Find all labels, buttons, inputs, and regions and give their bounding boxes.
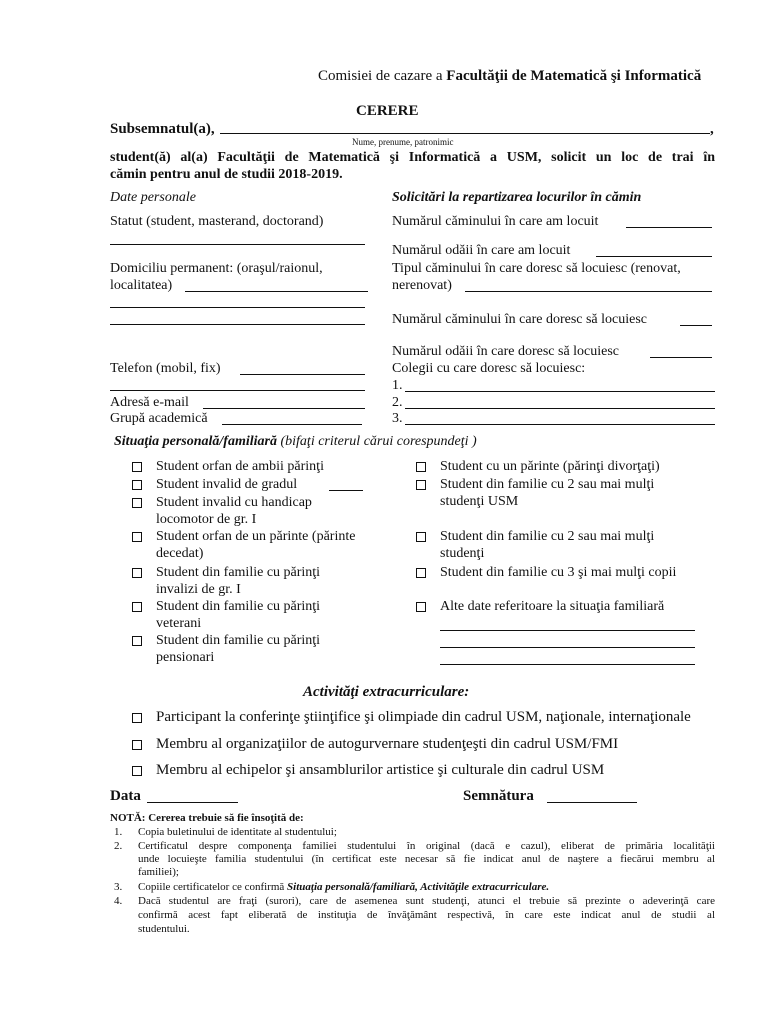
- name-field[interactable]: [220, 133, 710, 134]
- domicile-label-2: localitatea): [110, 278, 173, 293]
- note-3-text: Copiile certificatelor ce confirmă: [138, 881, 288, 893]
- dorm-want-label: Numărul căminului în care doresc să locuiesc: [392, 312, 648, 327]
- undersigned-label: Subsemnatul(a),: [110, 121, 215, 137]
- dorm-type-field[interactable]: [465, 291, 712, 292]
- colleague-field-3[interactable]: [405, 424, 715, 425]
- invalid-degree-field[interactable]: [329, 490, 363, 491]
- situation-right-2-text-1: Student din familie cu 2 sau mai mulţi: [440, 529, 655, 544]
- room-lived-field[interactable]: [596, 256, 712, 257]
- comma: ,: [710, 121, 714, 137]
- note-2-line-1: Certificatul despre componenţa familiei studentului în original (dacă e cazul), eliberat de primăria localităţii: [138, 840, 715, 852]
- dorm-lived-label: Numărul căminului în care am locuit: [392, 214, 599, 229]
- document-title: CERERE: [356, 103, 419, 119]
- situation-heading: Situaţia personală/familiară: [114, 434, 277, 449]
- other-situation-field-1[interactable]: [440, 630, 695, 631]
- situation-left-2-text-1: Student invalid cu handicap: [156, 495, 312, 510]
- phone-field[interactable]: [240, 374, 365, 375]
- dorm-type-label-1: Tipul căminului în care doresc să locuiesc (renovat,: [392, 261, 681, 276]
- situation-left-5-text-1: Student din familie cu părinţi: [156, 599, 321, 614]
- dorm-want-field[interactable]: [680, 325, 712, 326]
- request-line-2: cămin pentru anul de studii 2018-2019.: [110, 167, 343, 182]
- other-situation-field-3[interactable]: [440, 664, 695, 665]
- situation-left-4-text-1: Student din familie cu părinţi: [156, 565, 321, 580]
- situation-right-2-text-2: studenţi: [440, 546, 485, 561]
- colleague-number-3: 3.: [392, 411, 403, 426]
- note-heading: NOTĂ: Cererea trebuie să fie însoţită de:: [110, 812, 304, 824]
- situation-right-3-text: Student din familie cu 3 şi mai mulţi copii: [440, 565, 677, 580]
- signature-label: Semnătura: [463, 788, 534, 804]
- note-3-emphasis: Situaţia personală/familiară, Activităţile extracurriculare.: [287, 881, 550, 893]
- note-1-line-1: Copia buletinului de identitate al studentului;: [138, 826, 337, 838]
- group-label: Grupă academică: [110, 411, 208, 426]
- checkbox[interactable]: [132, 498, 142, 508]
- checkbox[interactable]: [132, 740, 142, 750]
- domicile-field-3[interactable]: [110, 324, 365, 325]
- commission-header: [318, 68, 701, 85]
- situation-left-0-text: Student orfan de ambii părinţi: [156, 459, 324, 474]
- situation-left-3-text-1: Student orfan de un părinte (părinte: [156, 529, 356, 544]
- dorm-type-label-2: nerenovat): [392, 278, 452, 293]
- note-number-1: 1.: [114, 826, 123, 838]
- situation-right-4-text: Alte date referitoare la situaţia familiară: [440, 599, 665, 614]
- checkbox[interactable]: [132, 532, 142, 542]
- extracurricular-heading: Activităţi extracurriculare:: [303, 684, 470, 700]
- room-lived-label: Numărul odăii în care am locuit: [392, 243, 571, 258]
- colleague-number-2: 2.: [392, 395, 403, 410]
- room-want-field[interactable]: [650, 357, 712, 358]
- signature-field[interactable]: [547, 802, 637, 803]
- phone-field-2[interactable]: [110, 390, 365, 391]
- name-hint: Nume, prenume, patronimic: [352, 137, 454, 147]
- note-3-line: [138, 881, 549, 895]
- situation-hint: (bifaţi criterul cărui corespundeţi ): [276, 434, 477, 449]
- checkbox[interactable]: [132, 766, 142, 776]
- checkbox[interactable]: [132, 480, 142, 490]
- note-2-line-2: unde locuieşte familia studentului (în certificat este necesar să fie indicat anul de naştere a fiecărui membru al: [138, 853, 715, 865]
- extracurricular-item-1-text: Membru al organizaţiilor de autogurvernare studenţeşti din cadrul USM/FMI: [156, 736, 619, 752]
- email-label: Adresă e-mail: [110, 395, 189, 410]
- domicile-label-1: Domiciliu permanent: (oraşul/raionul,: [110, 261, 323, 276]
- email-field[interactable]: [203, 408, 365, 409]
- checkbox[interactable]: [416, 462, 426, 472]
- situation-heading-line: [114, 434, 477, 450]
- status-label: Statut (student, masterand, doctorand): [110, 214, 324, 229]
- colleagues-label: Colegii cu care doresc să locuiesc:: [392, 361, 586, 376]
- phone-label: Telefon (mobil, fix): [110, 361, 221, 376]
- note-number-4: 4.: [114, 895, 123, 907]
- checkbox[interactable]: [416, 532, 426, 542]
- group-field[interactable]: [222, 424, 362, 425]
- checkbox[interactable]: [416, 602, 426, 612]
- colleague-number-1: 1.: [392, 378, 403, 393]
- domicile-field-1[interactable]: [185, 291, 368, 292]
- situation-left-4-text-2: invalizi de gr. I: [156, 582, 241, 597]
- dorm-lived-field[interactable]: [626, 227, 712, 228]
- situation-left-6-text-2: pensionari: [156, 650, 215, 665]
- situation-right-1-text-2: studenţi USM: [440, 494, 519, 509]
- checkbox[interactable]: [132, 462, 142, 472]
- extracurricular-item-2-text: Membru al echipelor şi ansamblurilor artistice şi culturale din cadrul USM: [156, 762, 605, 778]
- situation-left-6-text-1: Student din familie cu părinţi: [156, 633, 321, 648]
- note-4-line-1: Dacă studentul are fraţi (surori), care de asemenea sunt studenţi, atunci el trebuie să prezinte o adeverinţă care: [138, 895, 715, 907]
- requests-heading: Solicitări la repartizarea locurilor în cămin: [392, 190, 642, 205]
- note-2-line-3: familiei);: [138, 866, 179, 878]
- other-situation-field-2[interactable]: [440, 647, 695, 648]
- checkbox[interactable]: [416, 568, 426, 578]
- status-field[interactable]: [110, 244, 365, 245]
- colleague-field-1[interactable]: [405, 391, 715, 392]
- checkbox[interactable]: [132, 636, 142, 646]
- domicile-field-2[interactable]: [110, 307, 365, 308]
- personal-heading: Date personale: [110, 190, 196, 205]
- request-line-1: student(ă) al(a) Facultăţii de Matematică şi Informatică a USM, solicit un loc de trai în: [110, 150, 715, 165]
- situation-left-2-text-2: locomotor de gr. I: [156, 512, 257, 527]
- date-field[interactable]: [147, 802, 238, 803]
- extracurricular-item-0-text: Participant la conferinţe ştiinţifice şi olimpiade din cadrul USM, naţionale, internaţionale: [156, 709, 691, 725]
- situation-right-0-text: Student cu un părinte (părinţi divorţaţi): [440, 459, 660, 474]
- room-want-label: Numărul odăii în care doresc să locuiesc: [392, 344, 620, 359]
- checkbox[interactable]: [132, 713, 142, 723]
- situation-left-5-text-2: veterani: [156, 616, 202, 631]
- situation-left-1-text: Student invalid de gradul: [156, 477, 298, 492]
- checkbox[interactable]: [132, 602, 142, 612]
- note-number-2: 2.: [114, 840, 123, 852]
- note-4-line-2: confirmă acest fapt eliberată de instituţia de învăţământ respectivă, în care este indicat anul de studii al: [138, 909, 715, 921]
- colleague-field-2[interactable]: [405, 408, 715, 409]
- commission-prefix: Comisiei de cazare a: [318, 68, 447, 84]
- checkbox[interactable]: [416, 480, 426, 490]
- date-label: Data: [110, 788, 141, 804]
- situation-right-1-text-1: Student din familie cu 2 sau mai mulţi: [440, 477, 655, 492]
- note-4-line-3: studentului.: [138, 923, 190, 935]
- checkbox[interactable]: [132, 568, 142, 578]
- situation-left-3-text-2: decedat): [156, 546, 204, 561]
- commission-faculty: Facultăţii de Matematică şi Informatică: [446, 68, 702, 84]
- note-number-3: 3.: [114, 881, 123, 893]
